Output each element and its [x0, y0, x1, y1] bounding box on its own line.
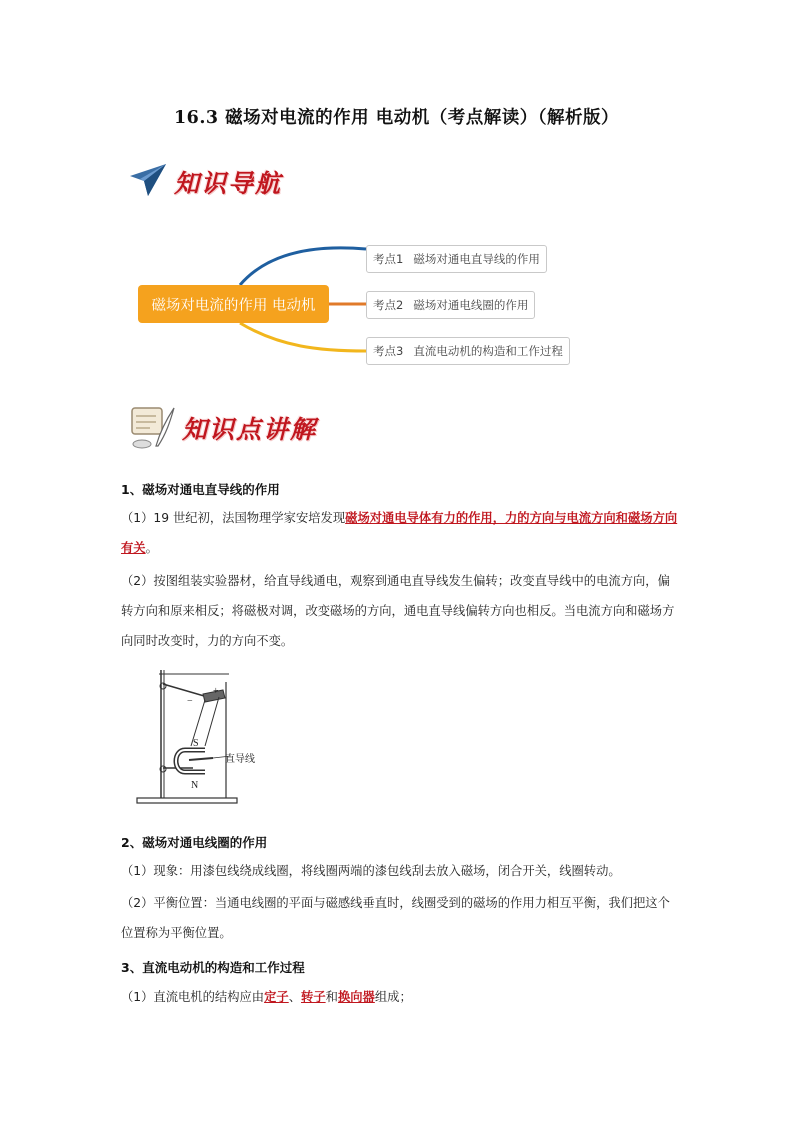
mind-map-center: 磁场对电流的作用 电动机: [138, 285, 329, 323]
label-plus: +: [213, 686, 219, 697]
label-n: N: [191, 780, 199, 791]
mind-map-branch-1: 考点1 磁场对通电直导线的作用: [366, 245, 547, 273]
label-wire: 直导线: [225, 754, 255, 765]
section-2-paragraph-1: （1）现象：用漆包线绕成线圈，将线圈两端的漆包线刮去放入磁场，闭合开关，线圈转动。: [121, 864, 621, 878]
highlight-stator: 定子: [264, 990, 289, 1004]
section-3-heading: 3、直流电动机的构造和工作过程: [121, 960, 305, 975]
paper-plane-icon: [128, 162, 168, 202]
page-title: 16.3 磁场对电流的作用 电动机（考点解读）（解析版）: [173, 108, 620, 128]
highlight-text: 磁场对通电导体有力的作用，力的方向与电流方向和磁场方向有关: [121, 511, 678, 555]
banner-title: 知识点讲解: [182, 415, 318, 444]
scroll-quill-icon: [126, 402, 178, 454]
knowledge-points-banner: [126, 402, 317, 454]
label-minus: −: [187, 696, 193, 707]
mind-map-branch-3: 考点3 直流电动机的构造和工作过程: [366, 337, 570, 365]
section-2-paragraph-2: （2）平衡位置：当通电线圈的平面与磁感线垂直时，线圈受到的磁场的作用力相互平衡，我们把这个位置称为平衡位置。: [121, 896, 670, 940]
highlight-commutator: 换向器: [337, 990, 375, 1004]
mind-map-branch-2: 考点2 磁场对通电线圈的作用: [366, 291, 535, 319]
label-s: S: [193, 738, 199, 749]
section-1-heading: 1、磁场对通电直导线的作用: [121, 482, 280, 497]
banner-title: 知识导航: [174, 169, 283, 198]
section-2-heading: 2、磁场对通电线圈的作用: [121, 835, 268, 850]
highlight-rotor: 转子: [301, 990, 326, 1004]
section-1-paragraph-2: （2）按图组装实验器材，给直导线通电，观察到通电直导线发生偏转；改变直导线中的电流方向，偏转方向和原来相反；将磁极对调，改变磁场的方向，通电直导线偏转方向也相反。当电流方向和磁场方向同时改变时，力的方向不变。: [121, 574, 675, 648]
experiment-figure: [133, 664, 273, 809]
knowledge-nav-banner: [128, 162, 282, 202]
section-1-paragraph-1: （1）19 世纪初，法国物理学家安培发现磁场对通电导体有力的作用，力的方向与电流方向和磁场方向有关。: [121, 511, 678, 555]
section-3-paragraph-1: （1）直流电机的结构应由定子、转子和换向器组成；: [121, 990, 412, 1004]
mind-map: [130, 235, 600, 370]
